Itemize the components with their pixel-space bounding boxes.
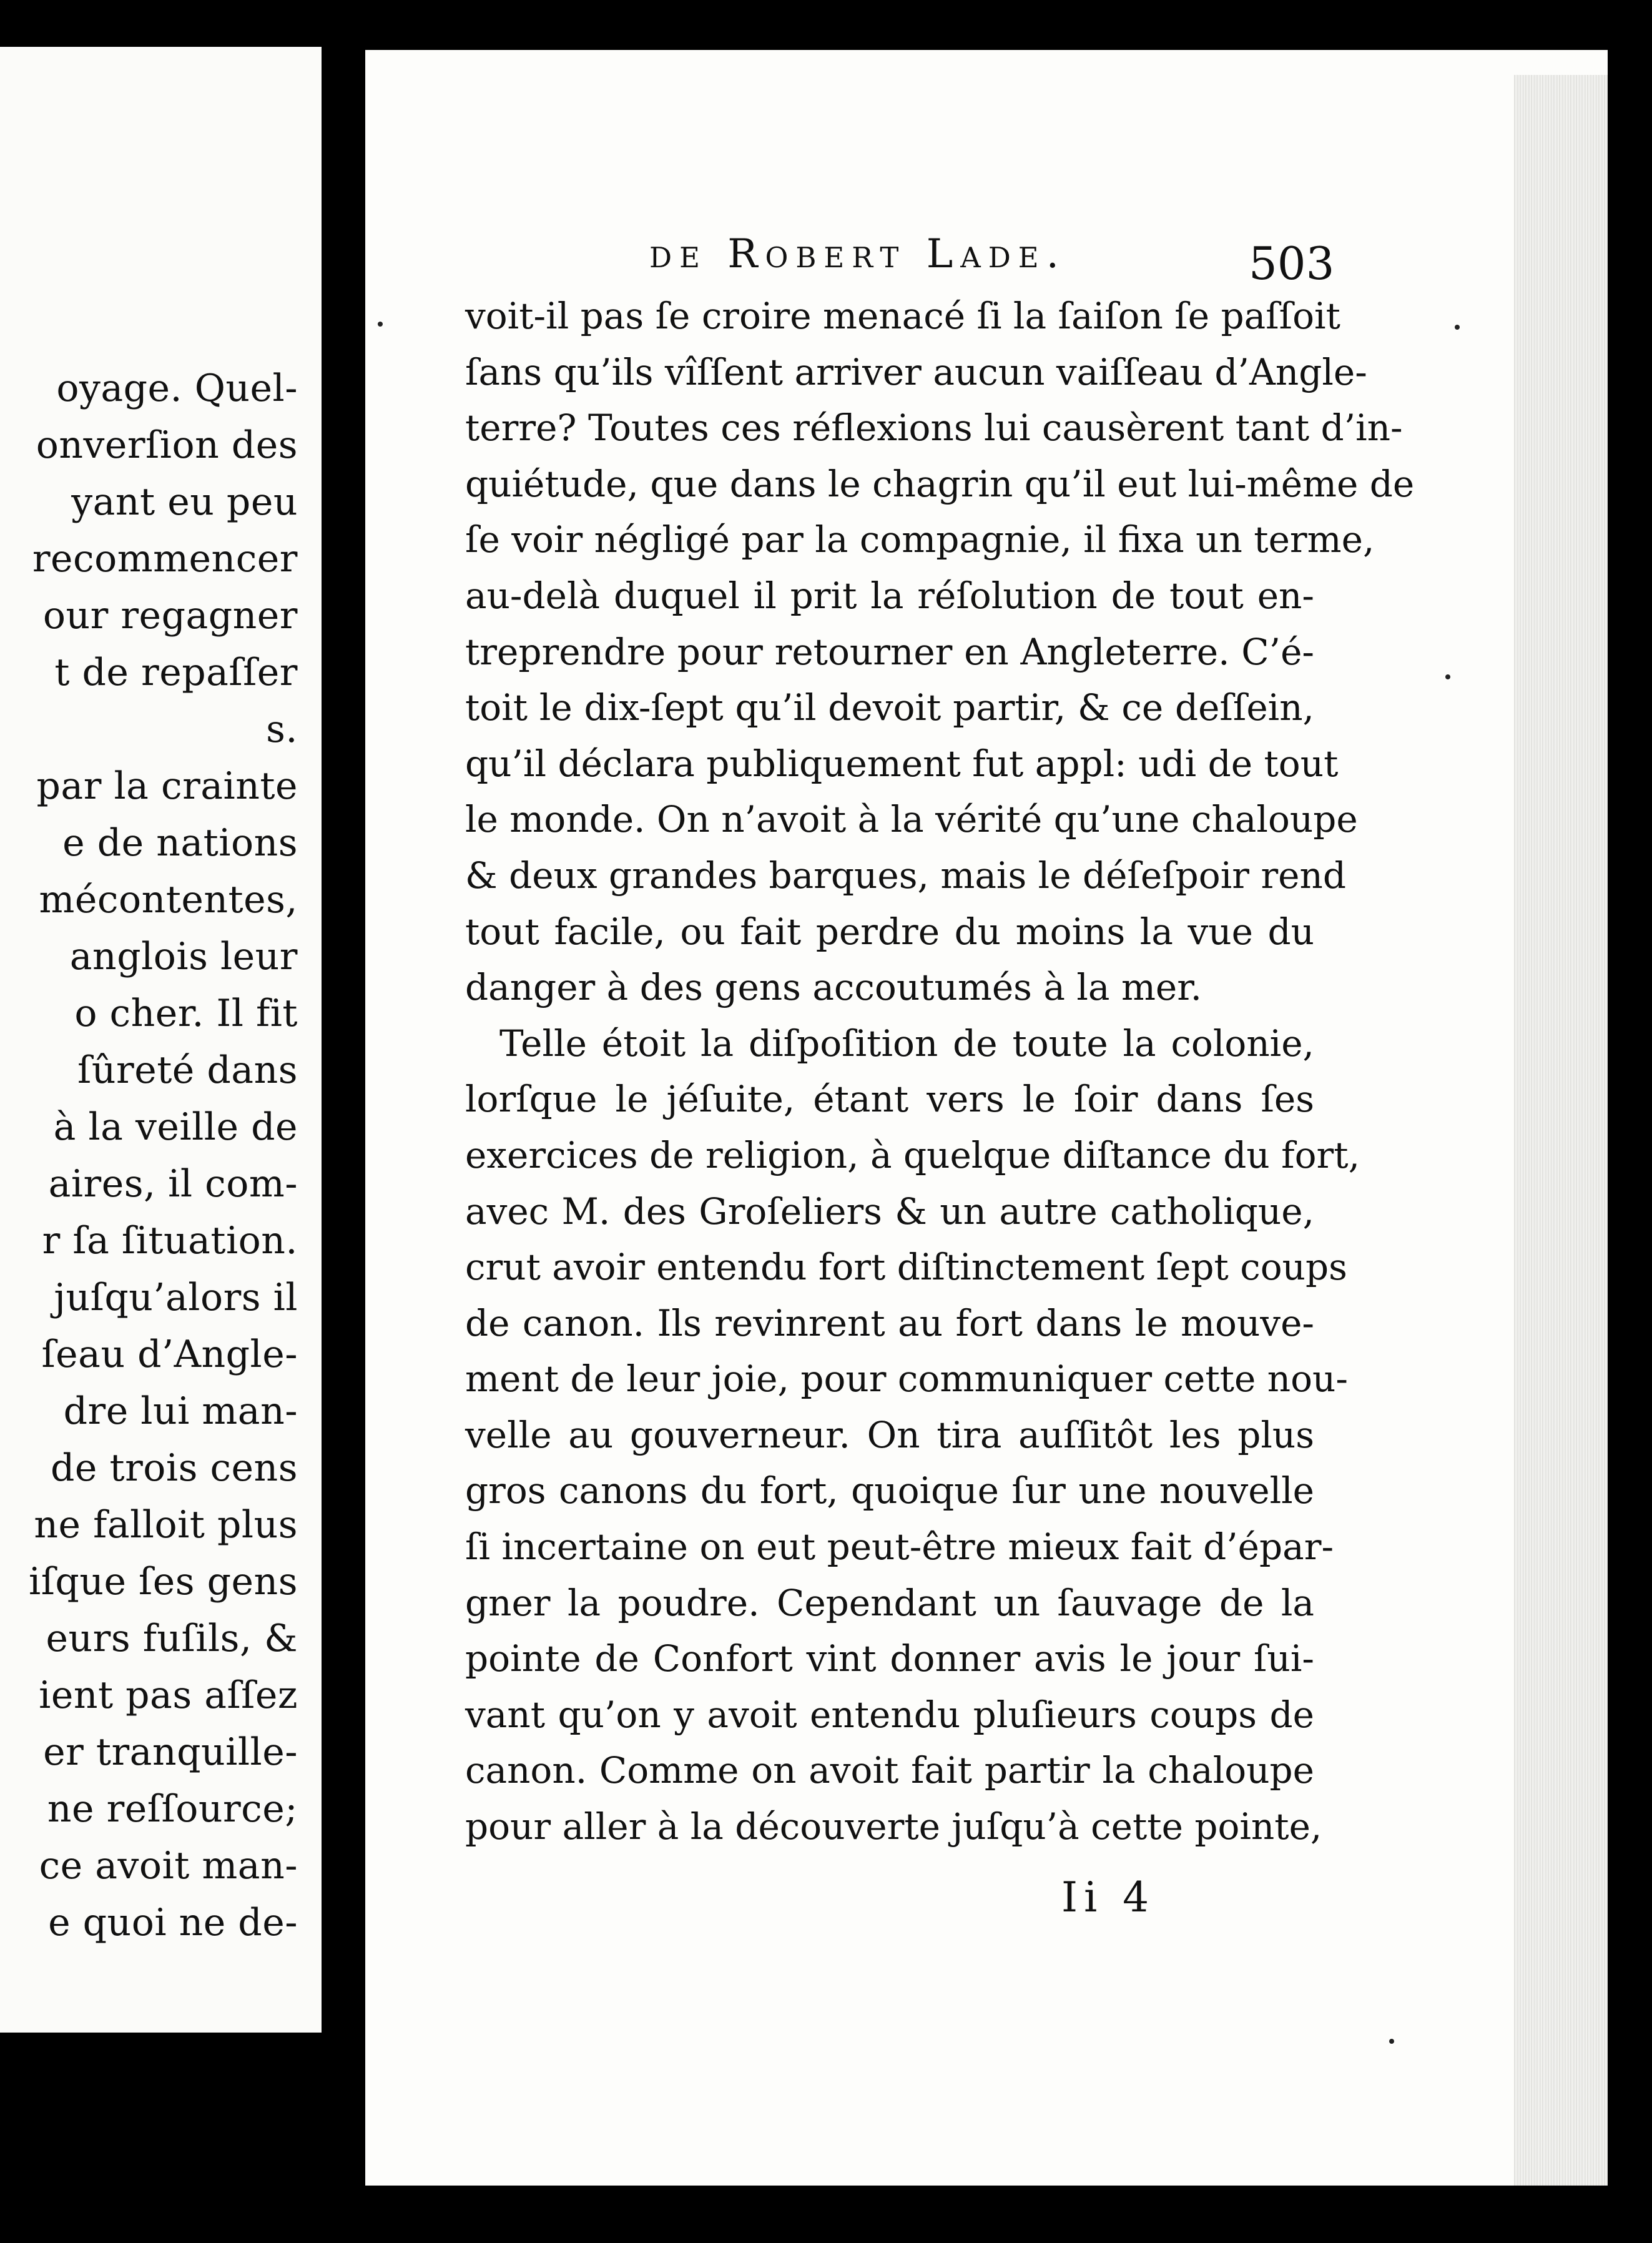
page-body-text [465, 288, 1415, 1855]
running-head: de Robert Lade. [649, 231, 1066, 277]
text-line: le monde. On n’avoit à la vérité qu’une chaloupe [465, 798, 1358, 841]
left-page-line: à la veille de [53, 1105, 298, 1149]
left-page-line: onverſion des [36, 423, 298, 467]
text-line: voit-il pas ſe croire menacé ſi la ſaiſon ſe paſſoit [465, 295, 1340, 337]
left-page-line: ſeau d’Angle- [41, 1333, 298, 1376]
text-line: de canon. Ils revinrent au fort dans le mouve- [465, 1301, 1314, 1344]
left-page-line: iſque ſes gens [29, 1560, 298, 1604]
text-line: Telle étoit la diſpoſition de toute la colonie, [499, 1022, 1314, 1065]
left-page-line: de trois cens [50, 1446, 298, 1490]
text-line: gner la poudre. Cependant un ſauvage de la [465, 1581, 1314, 1624]
text-line: terre? Toutes ces réflexions lui causèrent tant d’in- [465, 407, 1403, 450]
text-line: pour aller à la découverte juſqu’à cette pointe, [465, 1805, 1322, 1848]
left-page-line: par la crainte [36, 764, 298, 808]
text-line: ſe voir négligé par la compagnie, il fixa un terme, [465, 518, 1375, 561]
left-facing-page [0, 47, 322, 2033]
text-line: ſans qu’ils vîſſent arriver aucun vaiſſeau d’Angle- [465, 350, 1367, 393]
signature-mark: Ii 4 [1061, 1873, 1156, 1921]
text-line: lorſque le jéſuite, étant vers le ſoir dans ſes [465, 1078, 1314, 1121]
text-line: pointe de Confort vint donner avis le jour ſui- [465, 1637, 1314, 1680]
left-page-line: r ſa ſituation. [42, 1219, 298, 1263]
left-page-line: er tranquille- [43, 1730, 298, 1774]
left-page-line: o cher. Il fit [74, 992, 298, 1035]
left-page-line: oyage. Quel- [56, 367, 298, 410]
text-line: qu’il déclara publiquement fut appl: udi de tout [465, 742, 1339, 785]
left-page-line: s. [266, 707, 298, 751]
left-page-line: ient pas aſſez [39, 1674, 298, 1717]
left-page-line: our regagner [42, 594, 298, 638]
ink-speck [1389, 2039, 1394, 2044]
text-line: treprendre pour retourner en Angleterre. C’é- [465, 630, 1314, 673]
ink-speck [1445, 674, 1450, 679]
ink-speck [1455, 325, 1460, 330]
left-page-line: e quoi ne de- [48, 1901, 298, 1945]
text-line: danger à des gens accoutumés à la mer. [465, 966, 1202, 1009]
left-page-line: e de nations [62, 821, 298, 865]
book-gutter [322, 47, 365, 2189]
ink-speck [378, 322, 383, 327]
text-line: vant qu’on y avoit entendu pluſieurs coups de [465, 1693, 1314, 1736]
left-page-line: dre lui man- [63, 1389, 298, 1433]
text-line: au-delà duquel il prit la réſolution de tout en- [465, 574, 1314, 617]
left-page-line: mécontentes, [39, 878, 298, 922]
page-number: 503 [1249, 237, 1335, 290]
text-line: ment de leur joie, pour communiquer cette nou- [465, 1358, 1348, 1401]
left-page-line: juſqu’alors il [54, 1276, 298, 1319]
left-page-line: yant eu peu [71, 480, 298, 524]
text-line: quiétude, que dans le chagrin qu’il eut lui-même de [465, 462, 1415, 505]
left-page-line: eurs fuſils, & [46, 1617, 298, 1660]
left-page-line: ne falloit plus [34, 1503, 298, 1547]
text-line: & deux grandes barques, mais le déſeſpoir rend [465, 854, 1346, 897]
text-line: avec M. des Groſeliers & un autre catholique, [465, 1190, 1314, 1233]
text-line: ſi incertaine on eut peut-être mieux fait d’épar- [465, 1526, 1334, 1569]
left-page-line: ſûreté dans [77, 1048, 298, 1092]
left-page-line: recommencer [32, 537, 298, 581]
text-line: tout facile, ou fait perdre du moins la vue du [465, 910, 1314, 953]
left-page-line: ce avoit man- [39, 1844, 298, 1888]
text-line: exercices de religion, à quelque diſtance du fort, [465, 1133, 1360, 1176]
left-page-line: t de repaſſer [54, 651, 298, 694]
text-line: toit le dix-ſept qu’il devoit partir, & ce deſſein, [465, 686, 1314, 729]
text-line: crut avoir entendu fort diſtinctement ſept coups [465, 1246, 1347, 1289]
text-line: velle au gouverneur. On tira auſſitôt les plus [465, 1413, 1314, 1456]
left-page-line: aires, il com- [48, 1162, 298, 1206]
text-line: gros canons du fort, quoique ſur une nouvelle [465, 1469, 1314, 1512]
page-edge-stack [1514, 75, 1608, 2186]
left-page-line: ne reſſource; [47, 1787, 298, 1831]
text-line: canon. Comme on avoit fait partir la chaloupe [465, 1749, 1314, 1792]
left-page-text [0, 360, 298, 1951]
left-page-line: anglois leur [69, 935, 298, 979]
